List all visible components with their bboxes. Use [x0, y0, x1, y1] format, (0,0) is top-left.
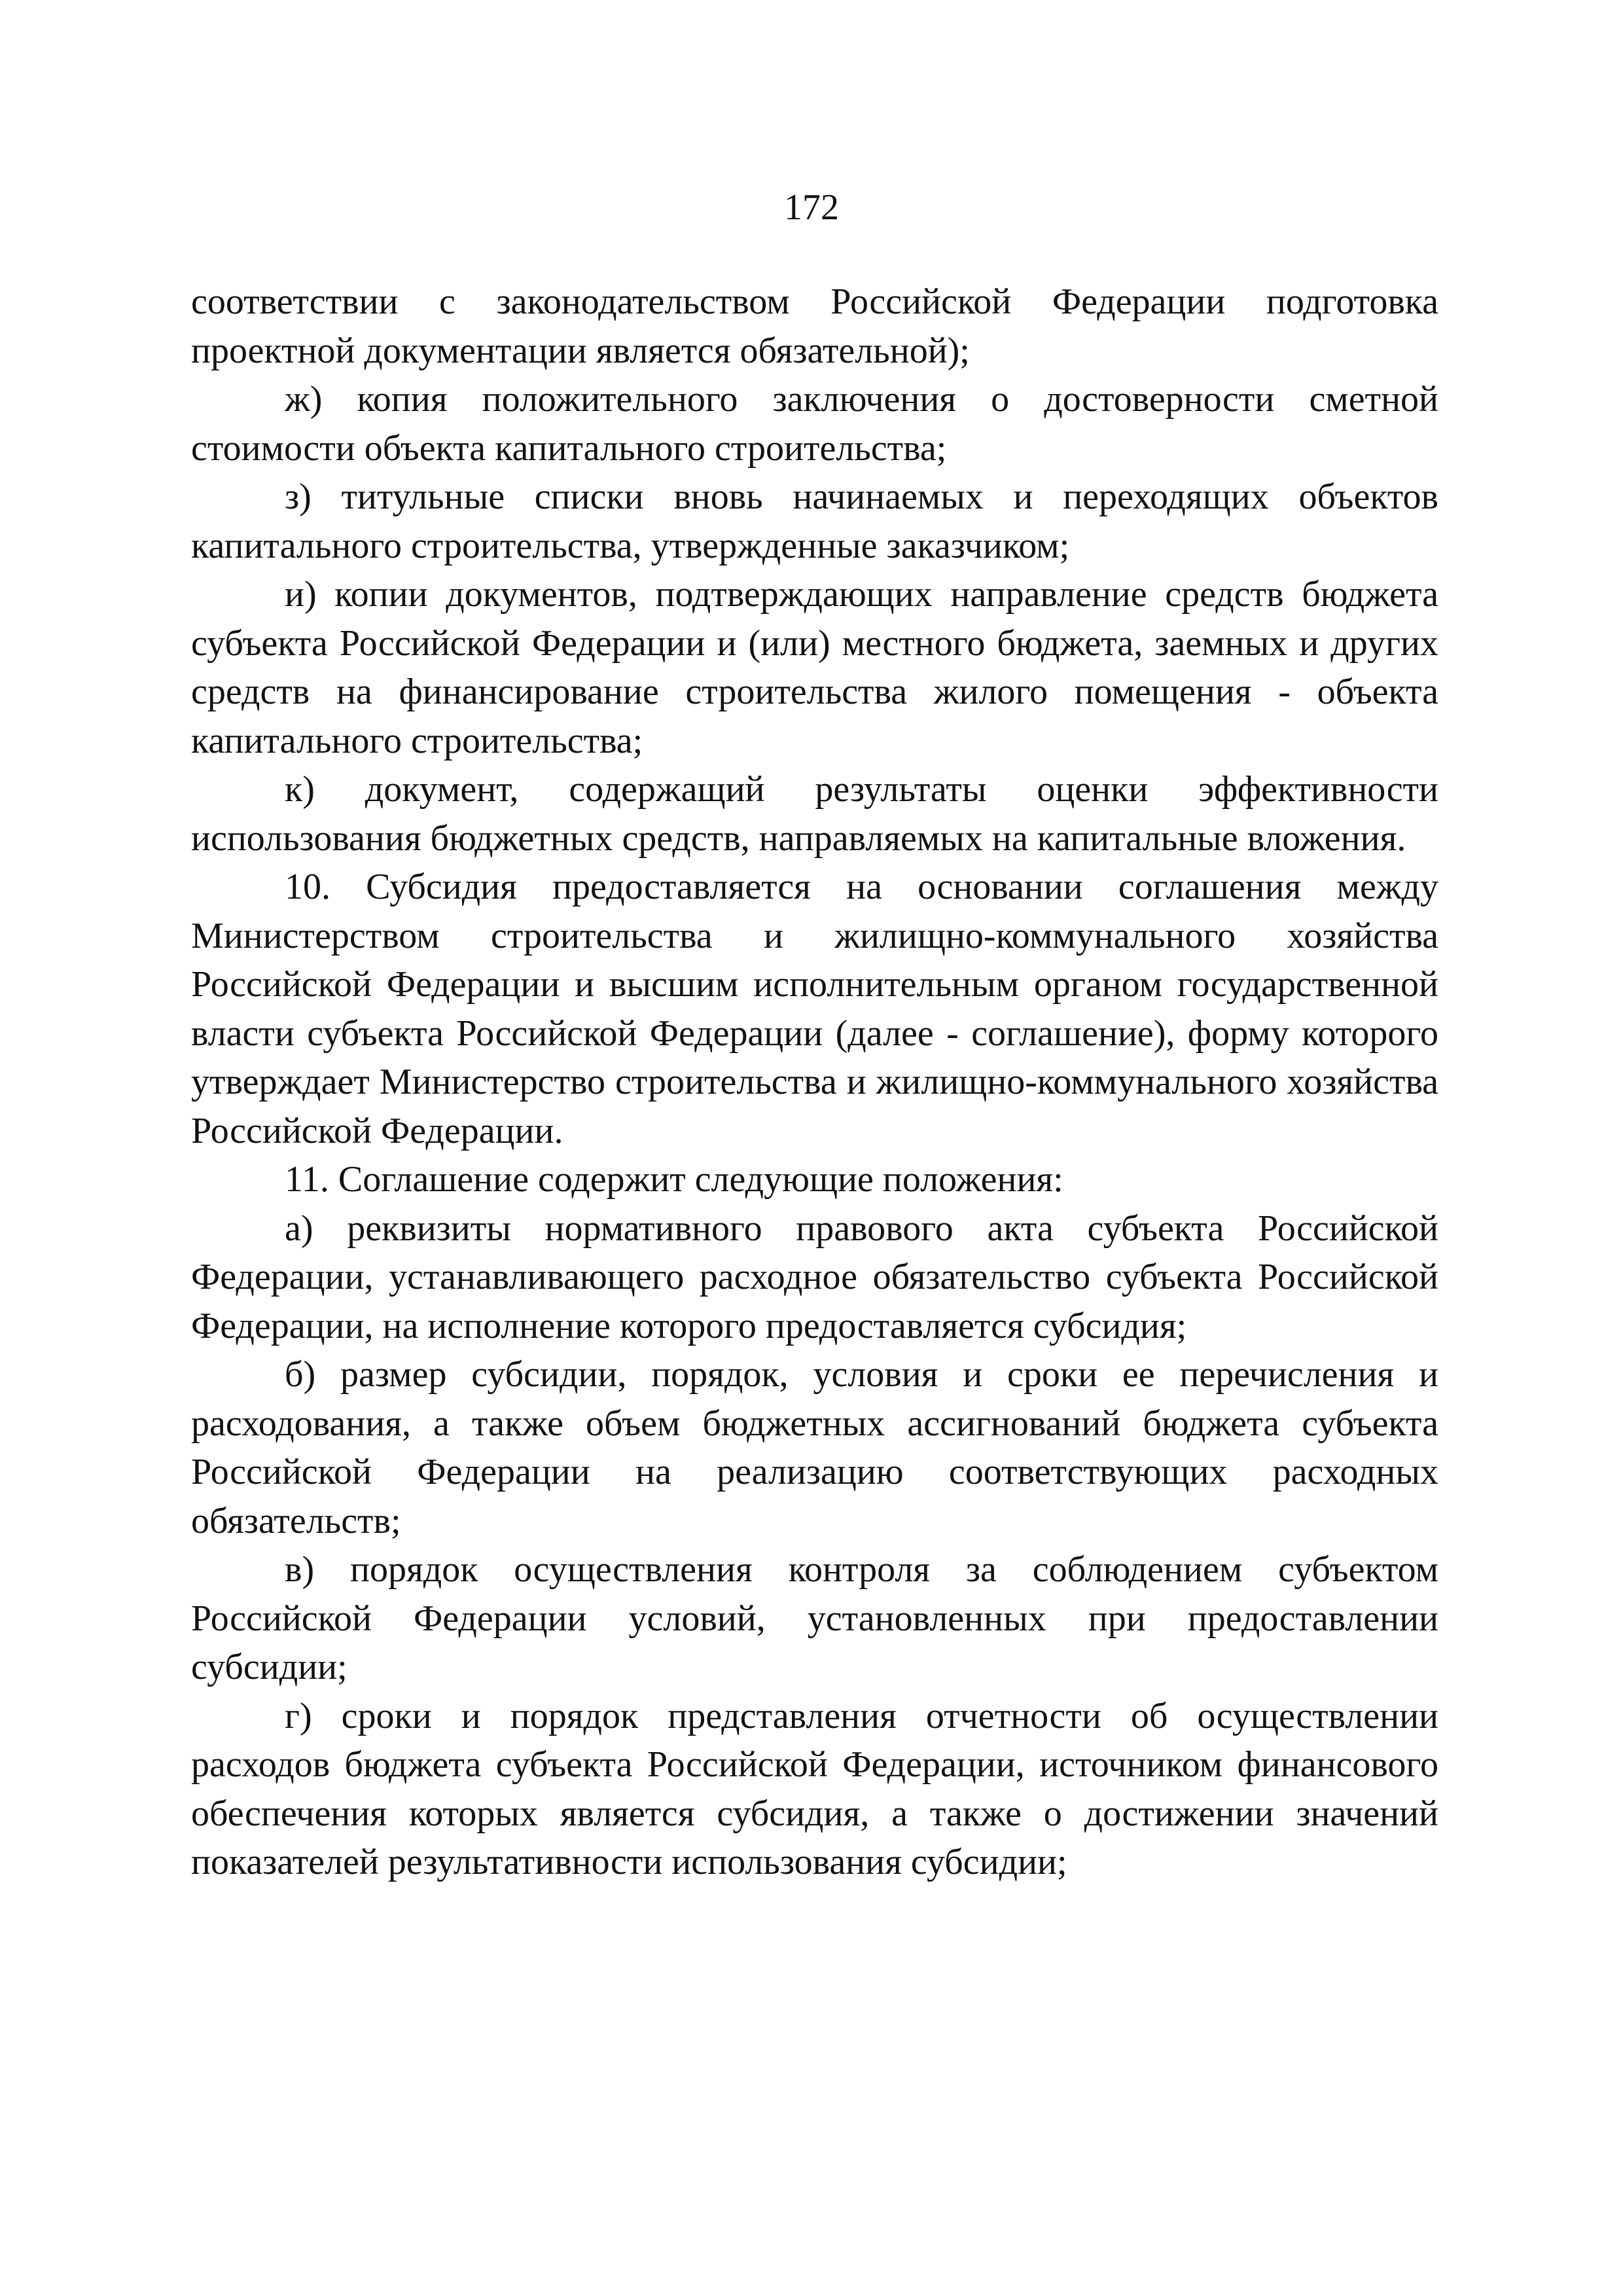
paragraph-item-v: в) порядок осуществления контроля за соблюдением субъектом Российской Федерации условий, установленных при предоставлении субсидии;	[191, 1549, 1438, 1687]
paragraph-item-k: к) документ, содержащий результаты оценки эффективности использования бюджетных средств, направляемых на капитальные вложения.	[191, 769, 1438, 859]
paragraph-continuation: соответствии с законодательством Российской Федерации подготовка проектной документации является обязательной);	[191, 281, 1438, 371]
paragraph-item-z: з) титульные списки вновь начинаемых и переходящих объектов капитального строительства, утвержденные заказчиком;	[191, 476, 1438, 566]
page-number: 172	[784, 187, 839, 228]
paragraph-item-zh: ж) копия положительного заключения о достоверности сметной стоимости объекта капитального строительства;	[191, 379, 1438, 469]
document-body	[191, 278, 1438, 1887]
paragraph-clause-11: 11. Соглашение содержит следующие положения:	[285, 1159, 1063, 1200]
paragraph-item-a: а) реквизиты нормативного правового акта субъекта Российской Федерации, устанавливающего расходное обязательство субъекта Российской Федерации, на исполнение которого предоставляется субсидия;	[191, 1208, 1438, 1346]
paragraph-item-i: и) копии документов, подтверждающих направление средств бюджета субъекта Российской Федерации и (или) местного бюджета, заемных и других средств на финансирование строительства жилого помещения - объекта капитального строительства;	[191, 574, 1438, 761]
paragraph-item-b: б) размер субсидии, порядок, условия и сроки ее перечисления и расходования, а также объем бюджетных ассигнований бюджета субъекта Российской Федерации на реализацию соответствующих расходных обязательств;	[191, 1354, 1438, 1541]
paragraph-item-g: г) сроки и порядок представления отчетности об осуществлении расходов бюджета субъекта Российской Федерации, источником финансового обеспечения которых является субсидия, а также о достижении значений показателей результативности использования субсидии;	[191, 1695, 1438, 1882]
paragraph-clause-10: 10. Субсидия предоставляется на основании соглашения между Министерством строительства и жилищно-коммунального хозяйства Российской Федерации и высшим исполнительным органом государственной власти субъекта Российской Федерации (далее - соглашение), форму которого утверждает Министерство строительства и жилищно-коммунального хозяйства Российской Федерации.	[191, 867, 1438, 1151]
